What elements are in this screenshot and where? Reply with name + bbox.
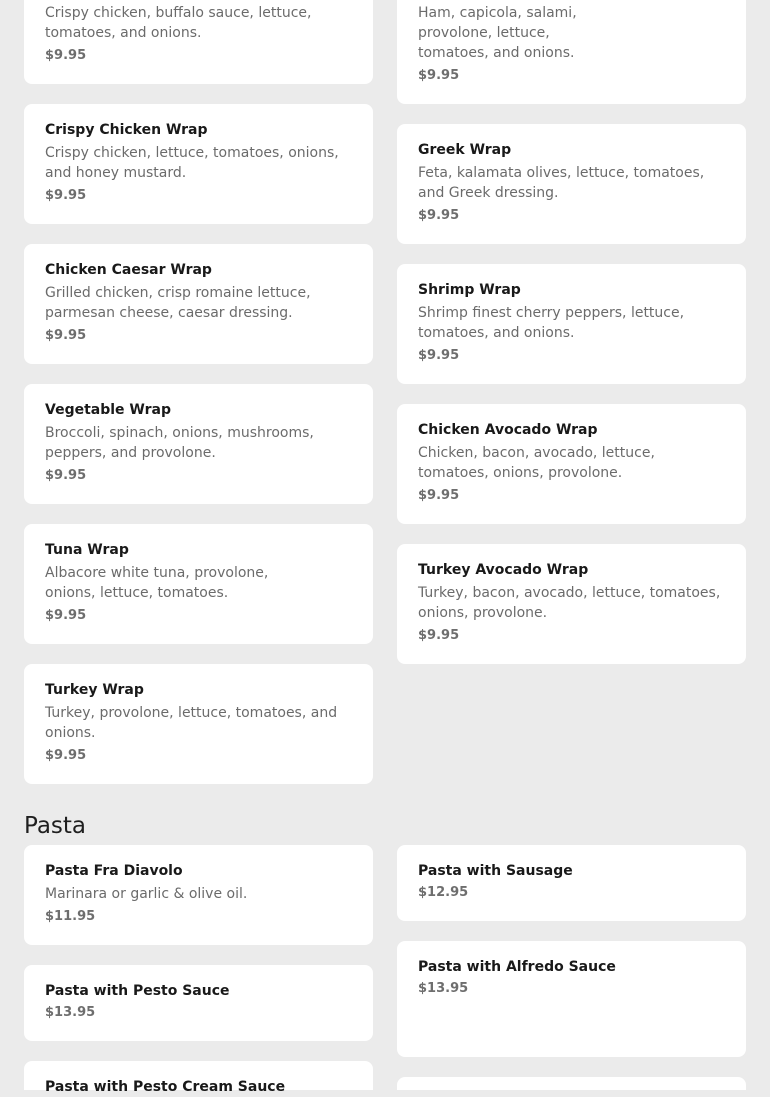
- menu-item-card[interactable]: [397, 1077, 746, 1090]
- menu-item-card[interactable]: [24, 384, 373, 504]
- menu-item-description: Marinara or garlic & olive oil.: [45, 886, 248, 902]
- menu-item-name: Pasta with Pesto Sauce: [45, 983, 230, 999]
- menu-item-description: Crispy chicken, lettuce, tomatoes, onions, and honey mustard.: [45, 145, 339, 181]
- menu-item-name: Chicken Avocado Wrap: [418, 422, 598, 438]
- menu-item-description: Crispy chicken, buffalo sauce, lettuce, tomatoes, and onions.: [45, 5, 312, 41]
- menu-item-description: Feta, kalamata olives, lettuce, tomatoes, and Greek dressing.: [418, 165, 705, 201]
- menu-item-price: $12.95: [418, 885, 469, 900]
- menu-item-name: Vegetable Wrap: [45, 402, 171, 418]
- menu-item-name: Greek Wrap: [418, 142, 512, 158]
- menu-item-card[interactable]: [24, 0, 373, 84]
- menu-item-description: Albacore white tuna, provolone, onions, lettuce, tomatoes.: [45, 565, 269, 601]
- menu-item-name: Shrimp Wrap: [418, 282, 521, 298]
- menu-item-card[interactable]: [397, 0, 746, 104]
- menu-item-card[interactable]: [397, 264, 746, 384]
- menu-item-name: Pasta with Sausage: [418, 863, 573, 879]
- section-title-pasta: Pasta: [24, 813, 87, 839]
- menu-item-price: $9.95: [418, 628, 460, 643]
- menu-item-price: $9.95: [418, 488, 460, 503]
- menu-item-price: $9.95: [418, 208, 460, 223]
- menu-item-price: $9.95: [45, 608, 87, 623]
- menu-item-card[interactable]: [24, 1061, 373, 1095]
- menu-item-description: Broccoli, spinach, onions, mushrooms, peppers, and provolone.: [45, 425, 314, 461]
- menu-item-card[interactable]: [24, 524, 373, 644]
- menu-item-card[interactable]: [24, 965, 373, 1041]
- menu-item-card[interactable]: [24, 845, 373, 945]
- menu-item-name: Turkey Avocado Wrap: [418, 562, 589, 578]
- menu-item-price: $9.95: [45, 468, 87, 483]
- menu-item-card[interactable]: [397, 404, 746, 524]
- menu-item-price: $9.95: [418, 68, 460, 83]
- menu-item-card[interactable]: [397, 124, 746, 244]
- menu-item-price: $9.95: [418, 348, 460, 363]
- menu-item-name: Pasta Fra Diavolo: [45, 863, 183, 879]
- menu-item-name: Crispy Chicken Wrap: [45, 122, 208, 138]
- menu-item-card[interactable]: [24, 664, 373, 784]
- menu-item-card[interactable]: [397, 544, 746, 664]
- menu-item-card[interactable]: [24, 104, 373, 224]
- menu-item-name: Turkey Wrap: [45, 682, 144, 698]
- menu-item-price: $9.95: [45, 328, 87, 343]
- menu-item-name: Tuna Wrap: [45, 542, 129, 558]
- menu-item-description: Turkey, provolone, lettuce, tomatoes, and onions.: [45, 705, 338, 741]
- menu-item-card[interactable]: [397, 845, 746, 921]
- menu-item-price: $9.95: [45, 188, 87, 203]
- menu-item-card[interactable]: [24, 244, 373, 364]
- menu-item-card[interactable]: [397, 941, 746, 1057]
- menu-item-price: $11.95: [45, 909, 96, 924]
- menu-item-description: Shrimp finest cherry peppers, lettuce, tomatoes, and onions.: [418, 305, 685, 341]
- menu-item-name: Chicken Caesar Wrap: [45, 262, 212, 278]
- menu-item-description: Chicken, bacon, avocado, lettuce, tomatoes, onions, provolone.: [418, 445, 655, 481]
- menu-item-name: Pasta with Alfredo Sauce: [418, 959, 616, 975]
- menu-item-price: $13.95: [418, 981, 469, 996]
- menu-item-description: Turkey, bacon, avocado, lettuce, tomatoes, onions, provolone.: [418, 585, 721, 621]
- menu-item-price: $13.95: [45, 1005, 96, 1020]
- menu-item-description: Ham, capicola, salami, provolone, lettuce, tomatoes, and onions.: [418, 5, 577, 61]
- menu-item-name: Pasta with Pesto Cream Sauce: [45, 1079, 286, 1095]
- menu-item-price: $9.95: [45, 48, 87, 63]
- menu-item-description: Grilled chicken, crisp romaine lettuce, parmesan cheese, caesar dressing.: [45, 285, 311, 321]
- menu-item-price: $9.95: [45, 748, 87, 763]
